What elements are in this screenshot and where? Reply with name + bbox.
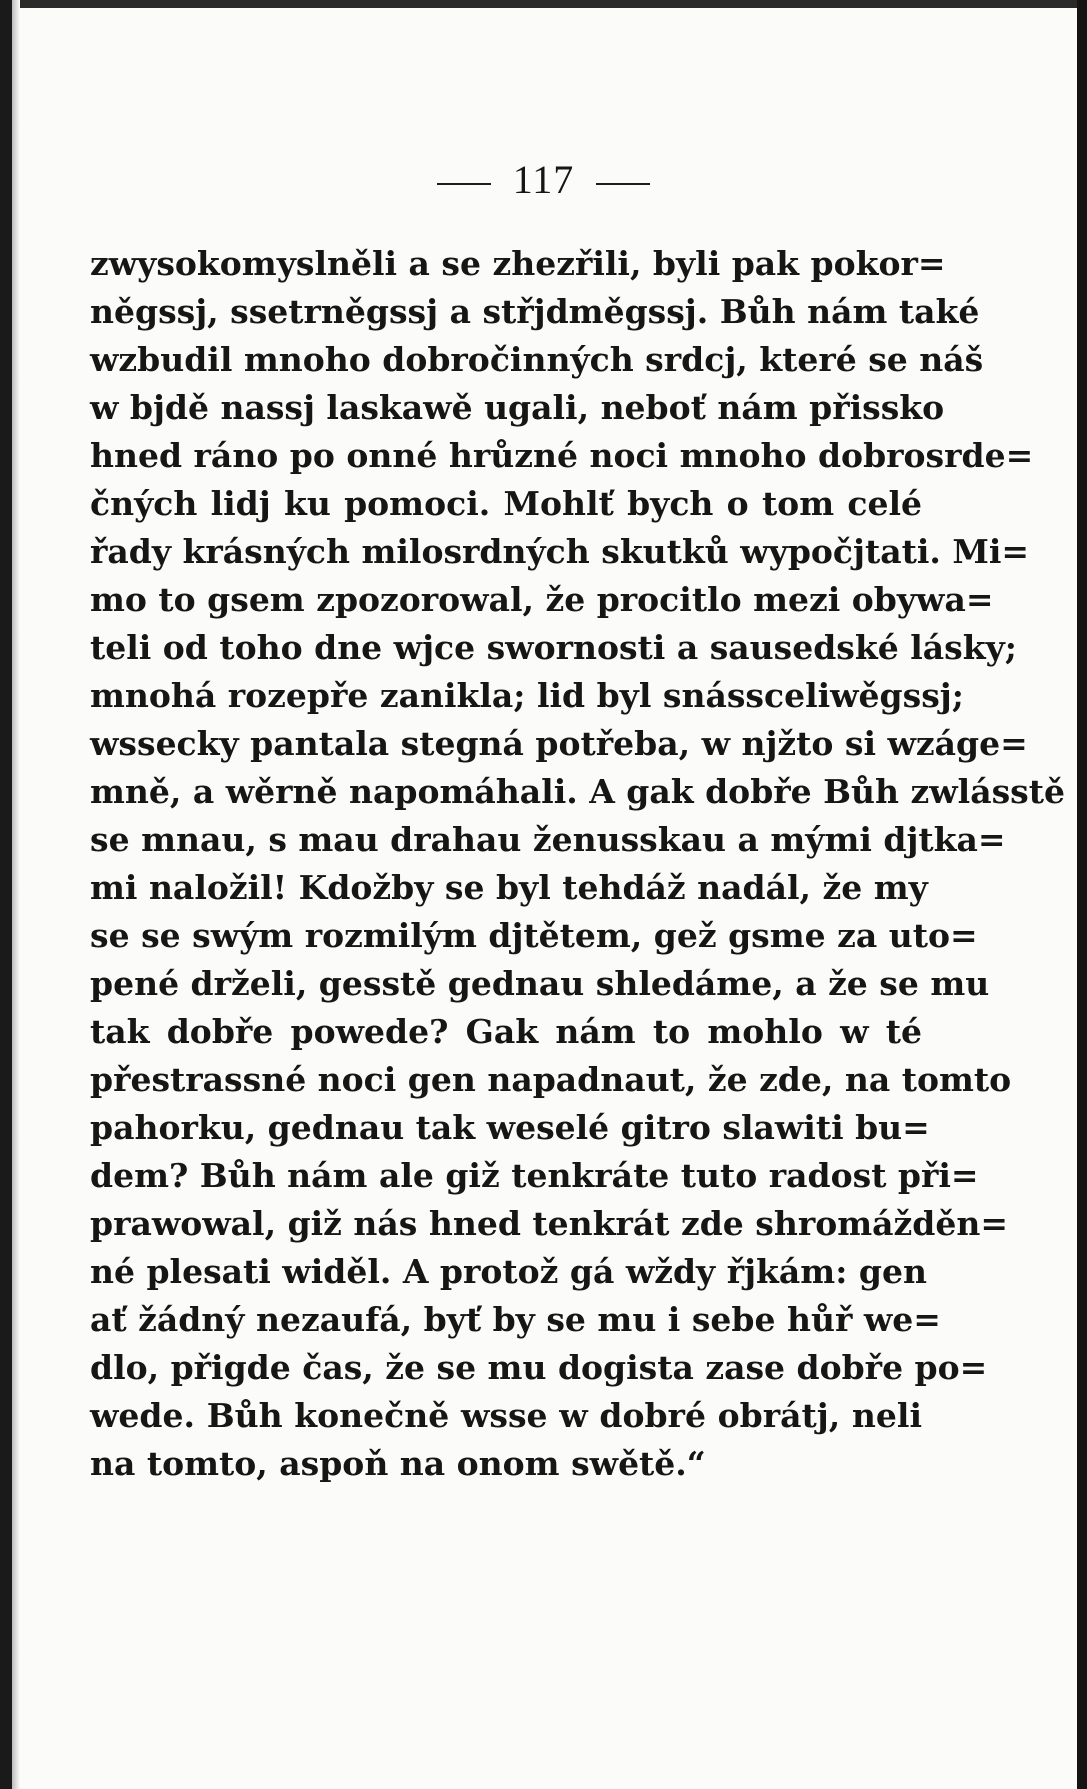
text-line: wede. Bůh konečně wsse w dobré obrátj, neli [90, 1396, 922, 1435]
text-line: mo to gsem zpozorowal, že procitlo mezi obywa= [90, 580, 994, 619]
text-line: ať žádný nezaufá, byť by se mu i sebe hůř we= [90, 1300, 941, 1339]
text-line: prawowal, giž nás hned tenkrát zde shromážděn= [90, 1204, 1009, 1243]
page-top-edge [0, 0, 1087, 8]
text-line: hned ráno po onné hrůzné noci mnoho dobrosrde= [90, 436, 1034, 475]
text-line: teli od toho dne wjce swornosti a sausedské lásky; [90, 628, 1017, 667]
text-line: něgssj, ssetrněgssj a střjdměgssj. Bůh nám také [90, 292, 980, 331]
text-line: tak dobře powede? Gak nám to mohlo w té [90, 1012, 922, 1051]
page-left-shadow [12, 0, 20, 1789]
body-text [90, 240, 1065, 1488]
page-number: 117 [512, 157, 575, 202]
text-line: mi naložil! Kdožby se byl tehdáž nadál, že my [90, 868, 928, 907]
text-line: wzbudil mnoho dobročinných srdcj, které se náš [90, 340, 984, 379]
text-line: se se swým rozmilým djtětem, gež gsme za uto= [90, 916, 978, 955]
text-line: mnohá rozepře zanikla; lid byl snássceliwěgssj; [90, 676, 964, 715]
page-left-edge [0, 0, 12, 1789]
header-dash-left [437, 183, 491, 185]
page-right-edge [1077, 0, 1087, 1789]
text-line: pahorku, gednau tak weselé gitro slawiti bu= [90, 1108, 930, 1147]
text-line: mně, a wěrně napomáhali. A gak dobře Bůh zwlásstě [90, 772, 1065, 811]
text-line: řady krásných milosrdných skutků wypočjtati. Mi= [90, 532, 1030, 571]
header-dash-right [596, 183, 650, 185]
text-line: wssecky pantala stegná potřeba, w njžto si wzáge= [90, 724, 1028, 763]
text-line: dlo, přigde čas, že se mu dogista zase dobře po= [90, 1348, 988, 1387]
text-line: čných lidj ku pomoci. Mohlť bych o tom celé [90, 484, 922, 523]
text-line: né plesati widěl. A protož gá wždy řjkám: gen [90, 1252, 927, 1291]
text-line: w bjdě nassj laskawě ugali, neboť nám přissko [90, 388, 945, 427]
text-line: se mnau, s mau drahau ženusskau a mými djtka= [90, 820, 1006, 859]
text-line: na tomto, aspoň na onom swětě.“ [90, 1444, 706, 1483]
text-line: dem? Bůh nám ale giž tenkráte tuto radost při= [90, 1156, 979, 1195]
text-line: zwysokomyslněli a se zhezřili, byli pak pokor= [90, 244, 946, 283]
page-header [0, 152, 1087, 208]
text-line: pené drželi, gesstě gednau shledáme, a že se mu [90, 964, 990, 1003]
text-line: přestrassné noci gen napadnaut, že zde, na tomto [90, 1060, 1012, 1099]
